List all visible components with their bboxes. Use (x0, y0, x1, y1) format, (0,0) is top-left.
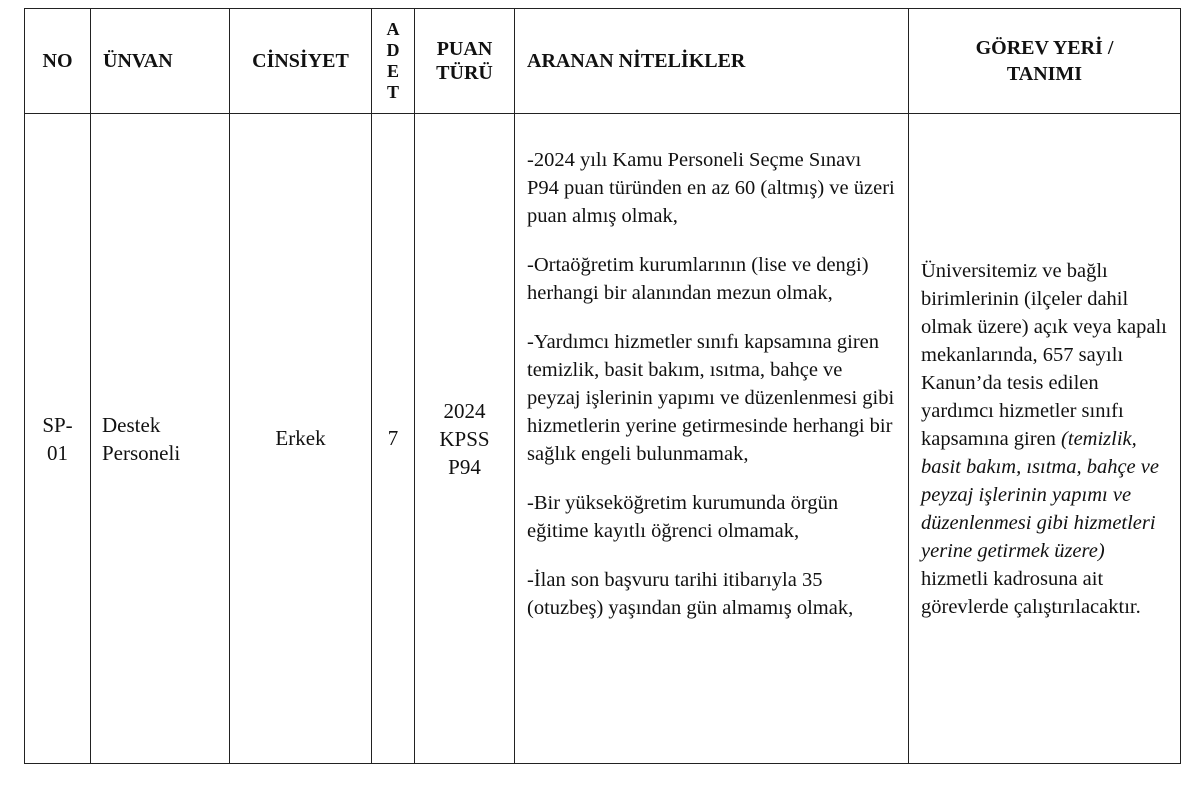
header-puan-line: TÜRÜ (436, 62, 493, 84)
requirement-item: -Bir yükseköğretim kurumunda örgün eğitime kayıtlı öğrenci olmamak, (527, 492, 839, 542)
header-adet (372, 9, 415, 114)
description-italic-text: (temizlik, basit bakım, ısıtma, bahçe ve peyzaj işlerinin yapımı ve düzenlenmesi gibi hizmetleri yerine getirmek üzere) (921, 427, 1159, 562)
header-adet-letter: A (386, 19, 400, 39)
cell-adet: 7 (372, 114, 415, 764)
cell-unvan-line: Personeli (102, 440, 181, 465)
requirement-item: -Ortaöğretim kurumlarının (lise ve dengi) herhangi bir alanından mezun olmak, (527, 254, 869, 304)
cell-puan-line: 2024 (443, 398, 486, 423)
table-row (25, 114, 1181, 764)
description-text: Üniversitemiz ve bağlı birimlerinin (ilçeler dahil olmak üzere) açık veya kapalı mekanlarında, 657 sayılı Kanun’da tesis edilen yardımcı hizmetler sınıfı kapsamına giren (921, 259, 1167, 450)
header-adet-letter: T (386, 82, 399, 102)
header-aranan-nitelikler: ARANAN NİTELİKLER (515, 9, 909, 114)
requirement-item: -İlan son başvuru tarihi itibarıyla 35 (otuzbeş) yaşından gün almamış olmak, (527, 569, 854, 619)
description-text-end: hizmetli kadrosuna ait görevlerde çalıştırılacaktır. (921, 567, 1141, 618)
requirement-item: -2024 yılı Kamu Personeli Seçme Sınavı P94 puan türünden en az 60 (altmış) ve üzeri puan almış olmak, (527, 149, 895, 227)
header-row (25, 9, 1181, 114)
header-unvan: ÜNVAN (91, 9, 230, 114)
header-gorev-line: TANIMI (1006, 63, 1083, 85)
header-no: NO (25, 9, 91, 114)
cell-no-line: 01 (47, 440, 68, 465)
requirement-item: -Yardımcı hizmetler sınıfı kapsamına giren temizlik, basit bakım, ısıtma, bahçe ve peyzaj işlerinin yapımı ve düzenlenmesi gibi hizmetlerin yerine getirmesinde herhangi bir sağlık engeli bulunmamak, (527, 331, 895, 465)
header-gorev-yeri (909, 9, 1181, 114)
header-adet-letter: D (386, 40, 400, 60)
header-adet-letter: E (386, 61, 399, 81)
header-gorev-line: GÖREV YERİ / (975, 37, 1114, 59)
cell-unvan-line: Destek (102, 412, 161, 437)
cell-no (25, 114, 91, 764)
cell-unvan (91, 114, 230, 764)
cell-puan-turu (415, 114, 515, 764)
cell-puan-line: KPSS (439, 426, 490, 451)
cell-no-line: SP- (42, 412, 73, 437)
header-puan-turu (415, 9, 515, 114)
cell-gorev-tanimi (909, 114, 1181, 764)
header-puan-line: PUAN (436, 38, 493, 60)
job-posting-table (24, 8, 1181, 764)
header-cinsiyet: CİNSİYET (230, 9, 372, 114)
cell-puan-line: P94 (448, 454, 481, 479)
cell-aranan-nitelikler (515, 114, 909, 764)
cell-cinsiyet: Erkek (230, 114, 372, 764)
